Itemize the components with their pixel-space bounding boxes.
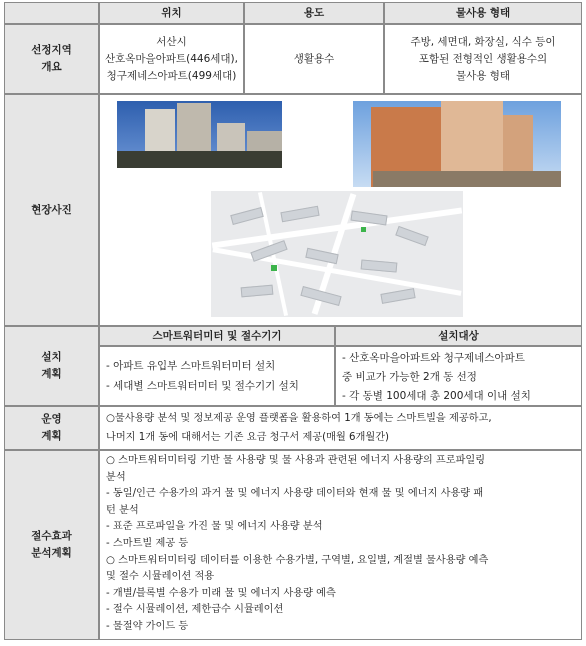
analysis-line: ○ 스마트워터미터링 데이터를 이용한 수용가별, 구역별, 요일별, 계절별 물사용량 예측 [106, 554, 489, 566]
overview-usage [244, 24, 384, 94]
analysis-label-line2: 분석계획 [31, 547, 72, 559]
install-col-targets: 설치대상 [335, 326, 582, 346]
analysis-line: 분석 [106, 471, 126, 483]
overview-location [99, 24, 244, 94]
analysis-line: - 스마트빌 제공 등 [106, 537, 189, 549]
header-usage: 용도 [244, 2, 384, 24]
photos-label-text: 현장사진 [31, 203, 72, 216]
operation-label [4, 406, 99, 450]
install-target-item: - 산호옥마을아파트와 청구제네스아파트 [342, 352, 525, 364]
location-line: 청구제네스아파트(499세대) [106, 69, 237, 82]
install-label [4, 326, 99, 406]
analysis-label [4, 450, 99, 640]
analysis-line: - 표준 프로파일을 가진 물 및 에너지 사용량 분석 [106, 521, 323, 533]
overview-label [4, 24, 99, 94]
analysis-line: 턴 분석 [106, 504, 139, 516]
install-col-meters: 스마트워터미터 및 절수기기 [99, 326, 335, 346]
install-target-item: - 각 동별 100세대 총 200세대 이내 설치 [342, 390, 531, 402]
header-location: 위치 [99, 2, 244, 24]
water-type-line: 포함된 전형적인 생활용수의 [418, 52, 548, 65]
apartment-photo-icon [353, 101, 561, 187]
overview-label-line1: 선정지역 [31, 44, 72, 56]
install-meters-cell [99, 346, 335, 406]
analysis-line: - 물절약 가이드 등 [106, 620, 189, 632]
location-line: 산호옥마을아파트(446세대), [104, 52, 238, 65]
header-water-type: 물사용 형태 [384, 2, 582, 24]
photos-cell [99, 94, 582, 326]
operation-line: 나머지 1개 동에 대해서는 기존 요금 청구서 제공(매월 6개월간) [106, 432, 390, 443]
operation-label-line1: 운영 [41, 413, 62, 425]
location-line: 서산시 [156, 35, 187, 48]
analysis-line: 및 절수 시뮬레이션 적용 [106, 571, 215, 583]
analysis-cell [99, 450, 582, 640]
usage-value: 생활용수 [293, 52, 335, 65]
operation-cell [99, 406, 582, 450]
install-target-item: 중 비교가 가능한 2개 동 선정 [342, 371, 477, 383]
analysis-line: - 개별/블록별 수용가 미래 물 및 에너지 사용량 예측 [106, 587, 336, 599]
site-map-icon [211, 191, 463, 317]
water-type-line: 물사용 형태 [455, 69, 511, 82]
install-label-line2: 계획 [41, 368, 62, 380]
water-type-line: 주방, 세면대, 화장실, 식수 등이 [410, 35, 556, 48]
operation-line: ○물사용량 분석 및 정보제공 운영 플랫폼을 활용하여 1개 동에는 스마트빌을 제공하고, [106, 413, 492, 424]
operation-label-line2: 계획 [41, 430, 62, 442]
install-meter-item: - 아파트 유입부 스마트워터미터 설치 [106, 360, 276, 372]
analysis-line: - 절수 시뮬레이션, 제한급수 시뮬레이션 [106, 604, 284, 616]
photos-label [4, 94, 99, 326]
install-meter-item: - 세대별 스마트워터미터 및 절수기기 설치 [106, 380, 299, 392]
install-label-line1: 설치 [41, 351, 62, 363]
analysis-line: - 동일/인근 수용가의 과거 물 및 에너지 사용량 데이터와 현재 물 및 에너지 사용량 패 [106, 488, 484, 500]
header-corner [4, 2, 99, 24]
building-photo-icon [117, 101, 282, 168]
analysis-line: ○ 스마트워터미터링 기반 물 사용량 및 물 사용과 관련된 에너지 사용량의 프로파일링 [106, 455, 486, 466]
analysis-label-line1: 절수효과 [31, 530, 72, 542]
overview-water-type [384, 24, 582, 94]
overview-label-line2: 개요 [41, 61, 62, 73]
install-targets-cell [335, 346, 582, 406]
